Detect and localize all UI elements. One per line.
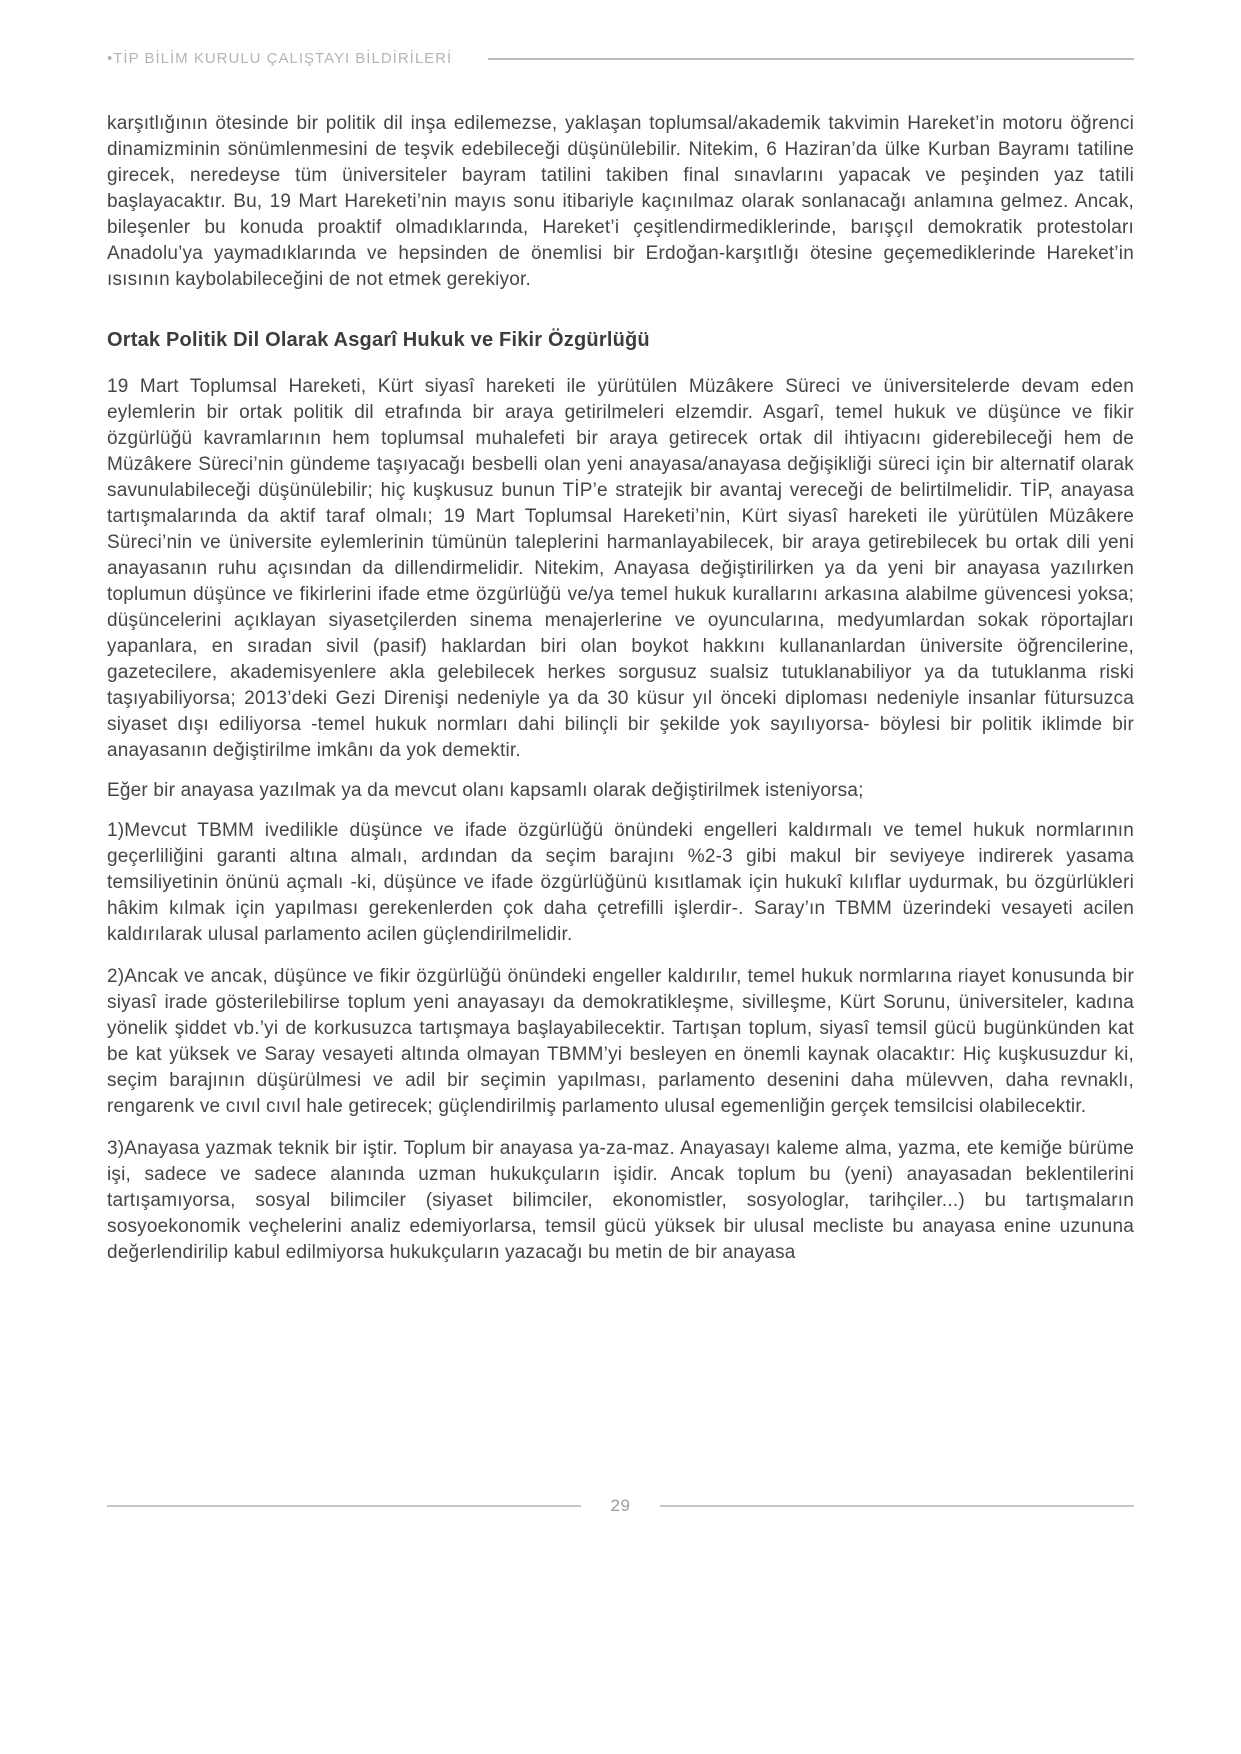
numbered-item-2: 2)Ancak ve ancak, düşünce ve fikir özgürlüğü önündeki engeller kaldırılır, temel hukuk normlarına riayet konusunda bir siyasî irade gösterilebilirse toplum yeni anayasayı da demokratikleşme, sivilleşme, Kürt Sorunu, üniversiteler, kadına yönelik şiddet vb.’yi de korkusuzca tartışmaya başlayabilecektir. Tartışan toplum, siyasî temsil gücü bugünkünden kat be kat yüksek ve Saray vesayeti altında olmayan TBMM’yi besleyen en önemli kaynak olacaktır: Hiç kuşkusuzdur ki, seçim barajının düşürülmesi ve adil bir seçimin yapılması, parlamento desenini daha mülevven, daha revnaklı, rengarenk ve cıvıl cıvıl hale getirecek; güçlendirilmiş parlamento ulusal egemenliğin gerçek temsilcisi olabilecektir.	[107, 966, 1134, 1117]
footer-rule-right	[660, 1505, 1134, 1507]
footer-rule-left	[107, 1505, 581, 1507]
condition-paragraph: Eğer bir anayasa yazılmak ya da mevcut olanı kapsamlı olarak değiştirilmek isteniyorsa;	[107, 780, 864, 801]
running-header-title: •TİP BİLİM KURULU ÇALIŞTAYI BİLDİRİLERİ	[107, 50, 453, 67]
header-rule	[488, 58, 1134, 60]
section-paragraph: 19 Mart Toplumsal Hareketi, Kürt siyasî hareketi ile yürütülen Müzâkere Süreci ve üniversitelerde devam eden eylemlerin bir ortak politik dil etrafında bir araya getirilmeleri elzemdir. Asgarî, temel hukuk ve düşünce ve fikir özgürlüğü kavramlarının hem toplumsal muhalefeti bir araya getirecek ortak dil ihtiyacını giderebileceği hem de Müzâkere Süreci’nin gündeme taşıyacağı besbelli olan yeni anayasa/anayasa değişikliği süreci için bir alternatif olarak savunulabileceği düşünülebilir; hiç kuşkusuz bunun TİP’e stratejik bir avantaj vereceği de belirtilmelidir. TİP, anayasa tartışmalarında da aktif taraf olmalı; 19 Mart Toplumsal Hareketi’nin, Kürt siyasî hareketi ile yürütülen Müzâkere Süreci’nin ve üniversite eylemlerinin tümünün taleplerini harmanlayabilecek, bir araya getirebilecek bu ortak dili yeni anayasanın ruhu açısından da dillendirmelidir. Nitekim, Anayasa değiştirilirken ya da yeni bir anayasa yazılırken toplumun düşünce ve fikirlerini ifade etme özgürlüğü ve/ya temel hukuk kurallarını arkasına alabilme güvencesi yoksa; düşüncelerini açıklayan siyasetçilerden sinema menajerlerine ve oyuncularına, medyumlardan sokak röportajları yapanlara, en sıradan sivil (pasif) haklardan biri olan boykot hakkını kullananlardan üniversite öğrencilerine, gazetecilere, akademisyenlere akla gelebilecek herkes sorgusuz sualsiz tutuklanabiliyor ya da tutuklanma riski taşıyabiliyorsa; 2013’deki Gezi Direnişi nedeniyle ya da 30 küsur yıl önceki diploması nedeniyle insanlar fütursuzca siyaset dışı ediliyorsa -temel hukuk normları dahi bilinçli bir şekilde yok sayılıyorsa- böylesi bir politik iklimde bir anayasanın değiştirilme imkânı da yok demektir.	[107, 376, 1134, 761]
section-heading: Ortak Politik Dil Olarak Asgarî Hukuk ve Fikir Özgürlüğü	[107, 329, 650, 351]
page-number: 29	[610, 1496, 631, 1515]
numbered-item-1: 1)Mevcut TBMM ivedilikle düşünce ve ifade özgürlüğü önündeki engelleri kaldırmalı ve temel hukuk normlarının geçerliliğini garanti altına almalı, ardından da seçim barajını %2-3 gibi makul bir seviyeye indirerek yasama temsiliyetinin önünü açmalı -ki, düşünce ve ifade özgürlüğünü kısıtlamak için hukukî kılıflar uydurmak, bu özgürlükleri hâkim kılmak için yapılması gerekenlerden çok daha çetrefilli işlerdir-. Saray’ın TBMM üzerindeki vesayeti acilen kaldırılarak ulusal parlamento acilen güçlendirilmelidir.	[107, 820, 1134, 945]
page-body	[107, 111, 1134, 1266]
intro-paragraph: karşıtlığının ötesinde bir politik dil inşa edilemezse, yaklaşan toplumsal/akademik takvimin Hareket’in motoru öğrenci dinamizminin sönümlenmesini de teşvik edebileceği düşünülebilir. Nitekim, 6 Haziran’da ülke Kurban Bayramı tatiline girecek, neredeyse tüm üniversiteler bayram tatilini takiben final sınavlarını yapacak ve peşinden yaz tatili başlayacaktır. Bu, 19 Mart Hareketi’nin mayıs sonu itibariyle kaçınılmaz olarak sonlanacağı anlamına gelmez. Ancak, bileşenler bu konuda proaktif olmadıklarında, Hareket’i çeşitlendirmediklerinde, barışçıl demokratik protestoları Anadolu’ya yaymadıklarında ve hepsinden de önemlisi bir Erdoğan-karşıtlığı ötesine geçemediklerinde Hareket’in ısısının kaybolabileceğini de not etmek gerekiyor.	[107, 113, 1134, 290]
numbered-item-3: 3)Anayasa yazmak teknik bir iştir. Toplum bir anayasa ya-za-maz. Anayasayı kaleme alma, yazma, ete kemiğe bürüme işi, sadece ve sadece alanında uzman hukukçuların işidir. Ancak toplum bu (yeni) anayasadan beklentilerini tartışamıyorsa, sosyal bilimciler (siyaset bilimciler, ekonomistler, sosyologlar, tarihçiler...) bu tartışmaların sosyoekonomik veçhelerini analiz edemiyorlarsa, temsil gücü yüksek bir ulusal mecliste bu anayasa enine uzununa değerlendirilip kabul edilmiyorsa hukukçuların yazacağı bu metin de bir anayasa	[107, 1138, 1134, 1263]
page-header	[107, 50, 1134, 67]
page-footer	[107, 1496, 1134, 1516]
